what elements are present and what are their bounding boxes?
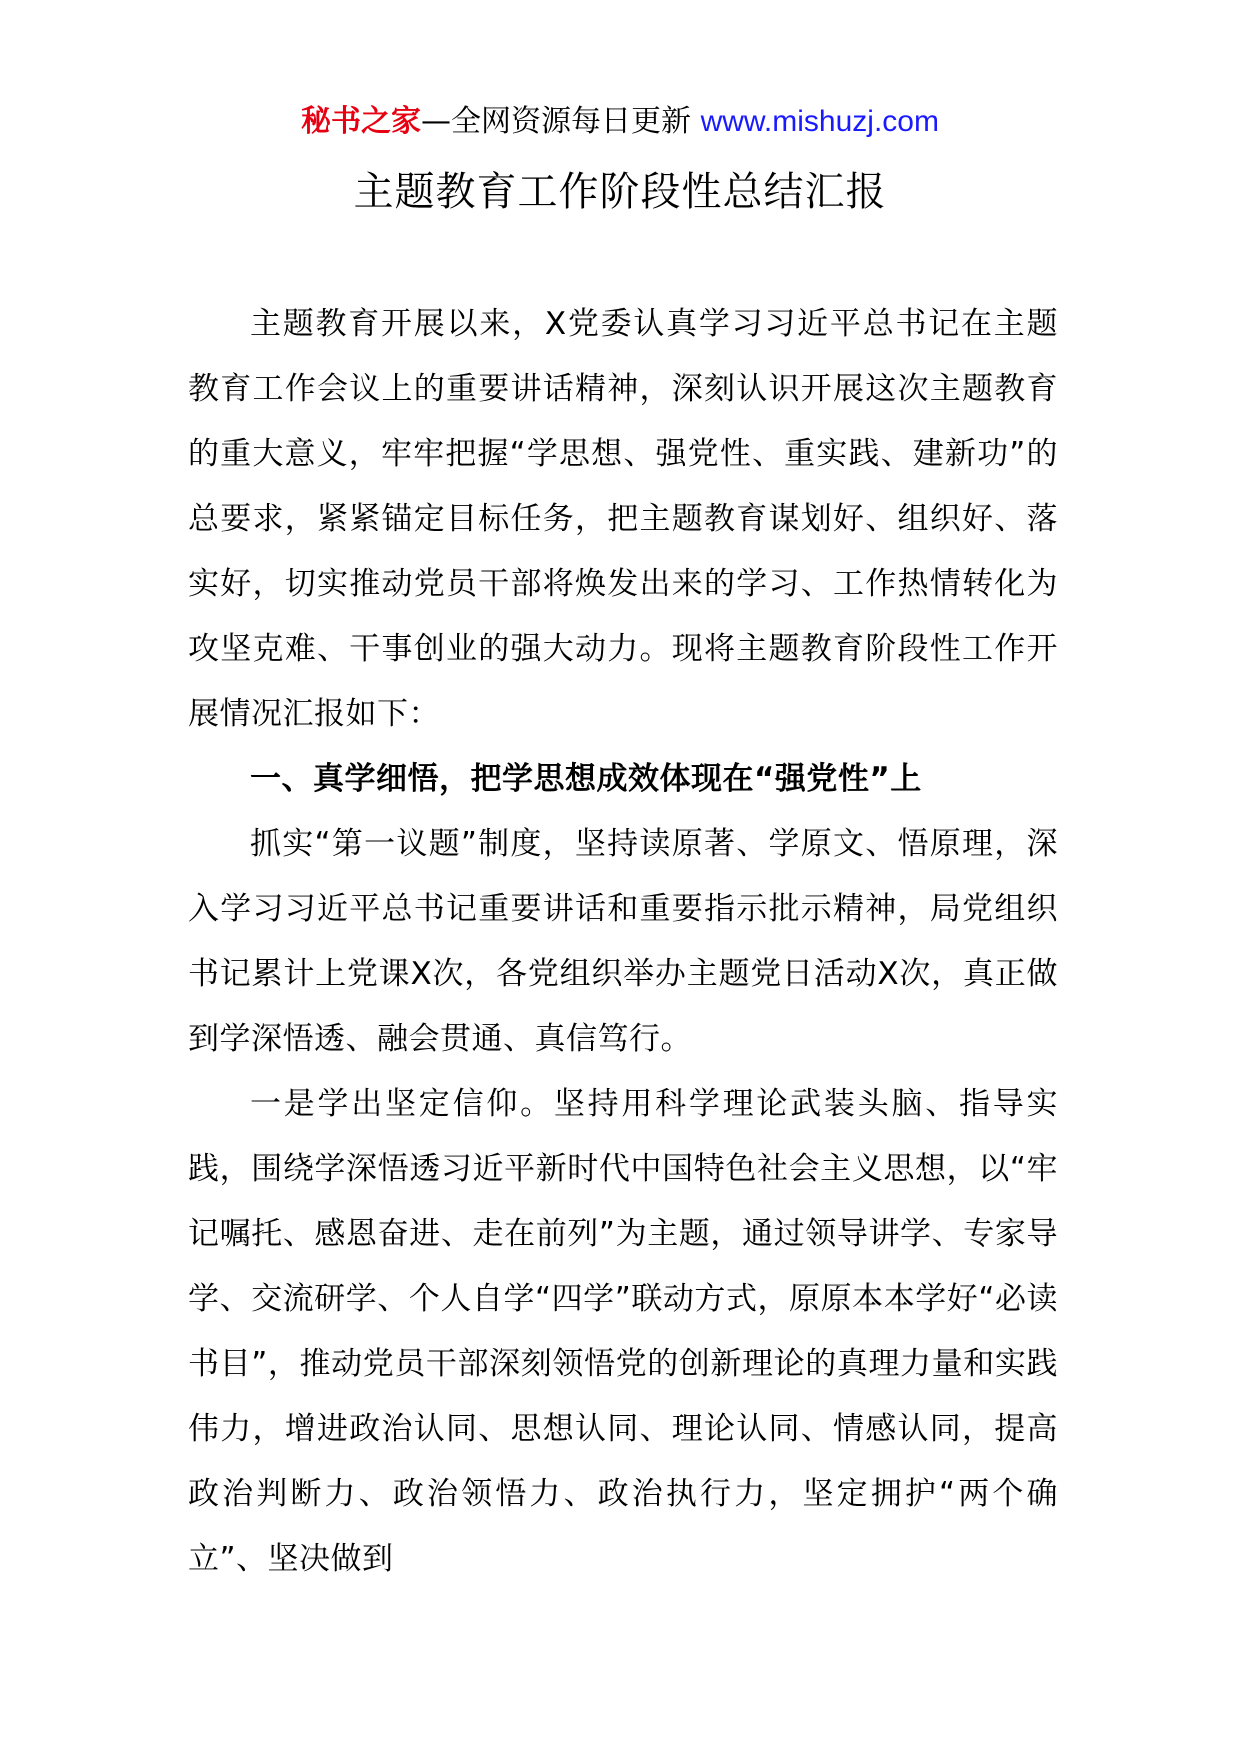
paragraph-intro: 主题教育开展以来，X党委认真学习习近平总书记在主题教育工作会议上的重要讲话精神，深刻认识开展这次主题教育的重大意义，牢牢把握“学思想、强党性、重实践、建新功”的总要求，紧紧锚定目标任务，把主题教育谋划好、组织好、落实好，切实推动党员干部将焕发出来的学习、工作热情转化为攻坚克难、干事创业的强大动力。现将主题教育阶段性工作开展情况汇报如下： bbox=[188, 306, 1058, 732]
site-watermark-header bbox=[0, 100, 1240, 144]
document-body bbox=[188, 292, 1058, 1612]
site-url: www.mishuzj.com bbox=[700, 105, 939, 138]
document-title: 主题教育工作阶段性总结汇报 bbox=[353, 169, 887, 215]
site-brand: 秘书之家 bbox=[301, 104, 422, 139]
paragraph-point-1: 一是学出坚定信仰。坚持用科学理论武装头脑、指导实践，围绕学深悟透习近平新时代中国特色社会主义思想，以“牢记嘱托、感恩奋进、走在前列”为主题，通过领导讲学、专家导学、交流研学、个人自学“四学”联动方式，原原本本学好“必读书目”，推动党员干部深刻领悟党的创新理论的真理力量和实践伟力，增进政治认同、思想认同、理论认同、情感认同，提高政治判断力、政治领悟力、政治执行力，坚定拥护“两个确立”、坚决做到 bbox=[188, 1086, 1058, 1577]
site-slogan: —全网资源每日更新 bbox=[421, 104, 692, 139]
paragraph-section-1: 抓实“第一议题”制度，坚持读原著、学原文、悟原理，深入学习习近平总书记重要讲话和重要指示批示精神，局党组织书记累计上党课X次，各党组织举办主题党日活动X次，真正做到学深悟透、融会贯通、真信笃行。 bbox=[188, 826, 1058, 1057]
section-heading-1: 一、真学细悟，把学思想成效体现在“强党性”上 bbox=[250, 761, 922, 797]
